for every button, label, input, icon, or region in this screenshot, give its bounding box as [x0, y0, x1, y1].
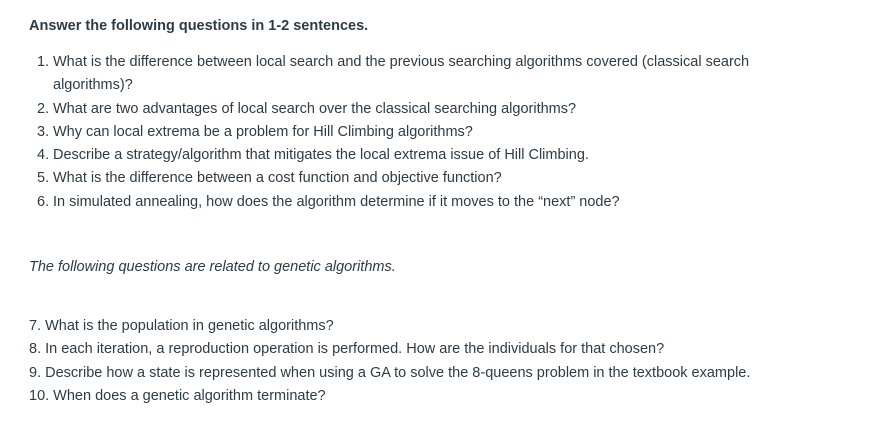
question-number: 1.: [37, 54, 50, 70]
question-item: [37, 51, 827, 98]
genetic-algorithms-intro: The following questions are related to genetic algorithms.: [29, 259, 396, 275]
question-number: 6.: [37, 193, 50, 210]
question-text: Describe a strategy/algorithm that mitigates the local extrema issue of Hill Climbing.: [53, 147, 589, 164]
question-item: 9. Describe how a state is represented when using a GA to solve the 8-queens problem in the textbook example.: [29, 364, 751, 381]
question-item: [37, 191, 827, 214]
instructions-heading: Answer the following questions in 1-2 sentences.: [29, 18, 369, 34]
genetic-question-list: [29, 315, 750, 408]
question-number: 2.: [37, 100, 50, 117]
question-number: 3.: [37, 123, 50, 140]
question-item: 8. In each iteration, a reproduction operation is performed. How are the individuals for that chosen?: [29, 341, 665, 358]
question-text: What are two advantages of local search over the classical searching algorithms?: [53, 100, 577, 117]
question-text: What is the difference between a cost function and objective function?: [53, 170, 502, 187]
question-number: 5.: [37, 170, 50, 187]
question-number: 4.: [37, 147, 50, 164]
question-item: [37, 167, 827, 190]
question-text: Why can local extrema be a problem for Hill Climbing algorithms?: [53, 123, 473, 140]
question-text: What is the difference between local search and the previous searching algorithms covered (classical search algorithms)?: [53, 54, 750, 94]
question-item: [37, 98, 827, 121]
question-item: 7. What is the population in genetic algorithms?: [29, 318, 334, 334]
question-item: 10. When does a genetic algorithm terminate?: [29, 387, 326, 404]
local-search-question-list: [37, 51, 827, 214]
question-item: [37, 144, 827, 167]
question-item: [37, 121, 827, 144]
question-text: In simulated annealing, how does the algorithm determine if it moves to the “next” node?: [53, 193, 620, 210]
